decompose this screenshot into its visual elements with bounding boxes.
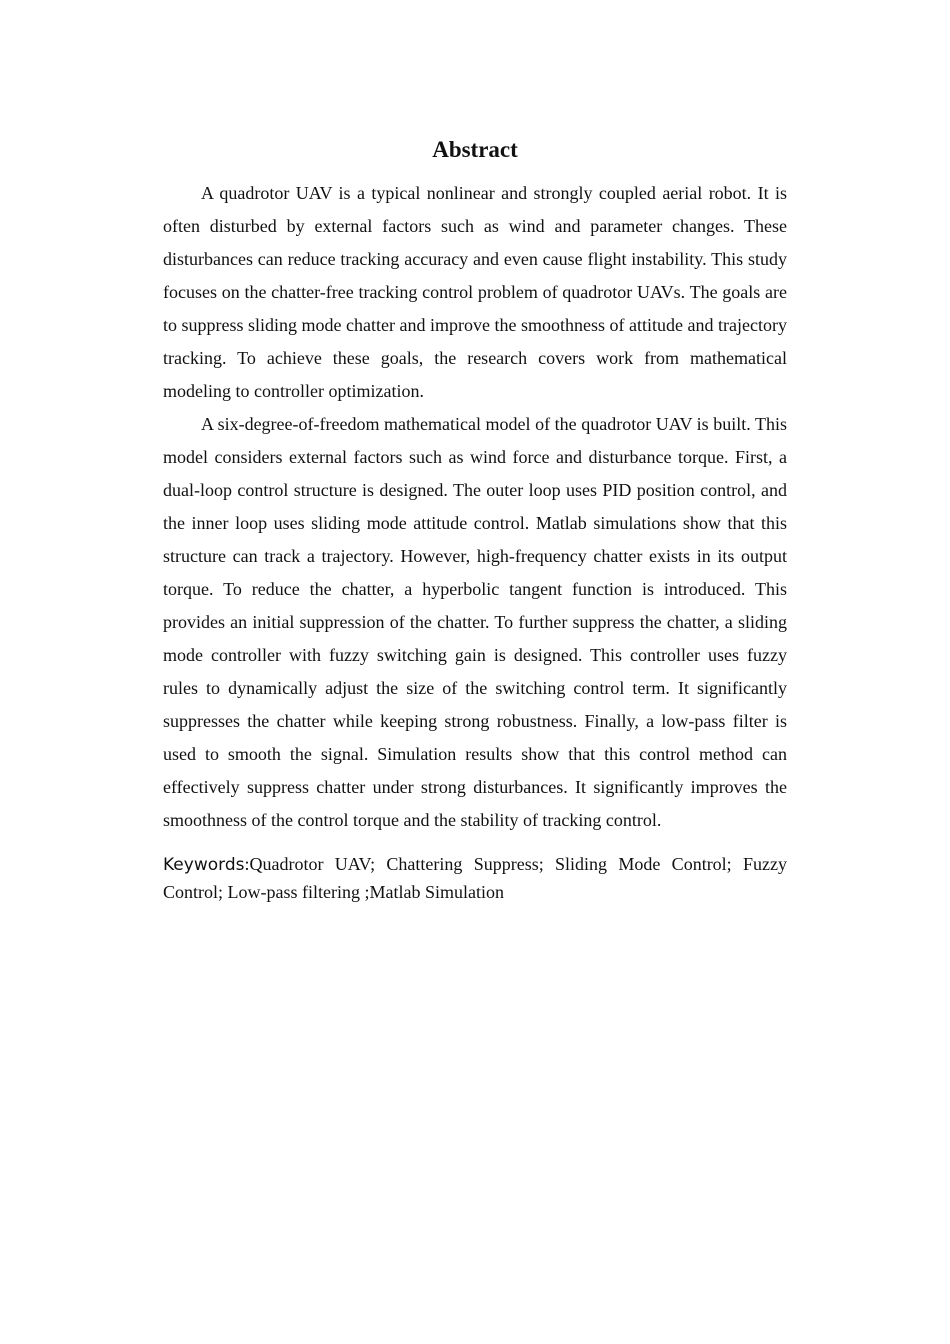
abstract-paragraph-2: A six-degree-of-freedom mathematical model of the quadrotor UAV is built. This model considers external factors such as wind force and disturbance torque. First, a dual-loop control structure is designed. The outer loop uses PID position control, and the inner loop uses sliding mode attitude control. Matlab simulations show that this structure can track a trajectory. However, high-frequency chatter exists in its output torque. To reduce the chatter, a hyperbolic tangent function is introduced. This provides an initial suppression of the chatter. To further suppress the chatter, a sliding mode controller with fuzzy switching gain is designed. This controller uses fuzzy rules to dynamically adjust the size of the switching control term. It significantly suppresses the chatter while keeping strong robustness. Finally, a low-pass filter is used to smooth the signal. Simulation results show that this control method can effectively suppress chatter under strong disturbances. It significantly improves the smoothness of the control torque and the stability of tracking control. bbox=[163, 414, 787, 830]
abstract-paragraph-1: A quadrotor UAV is a typical nonlinear and strongly coupled aerial robot. It is often disturbed by external factors such as wind and parameter changes. These disturbances can reduce tracking accuracy and even cause flight instability. This study focuses on the chatter-free tracking control problem of quadrotor UAVs. The goals are to suppress sliding mode chatter and improve the smoothness of attitude and trajectory tracking. To achieve these goals, the research covers work from mathematical modeling to controller optimization. bbox=[163, 183, 787, 401]
keywords-line bbox=[163, 851, 787, 906]
keywords-label: Keywords bbox=[163, 855, 245, 875]
keywords-text: :Quadrotor UAV; Chattering Suppress; Sliding Mode Control; Fuzzy Control; Low-pass filtering ;Matlab Simulation bbox=[163, 854, 787, 902]
abstract-title: Abstract bbox=[432, 137, 518, 162]
abstract-section bbox=[163, 134, 787, 906]
